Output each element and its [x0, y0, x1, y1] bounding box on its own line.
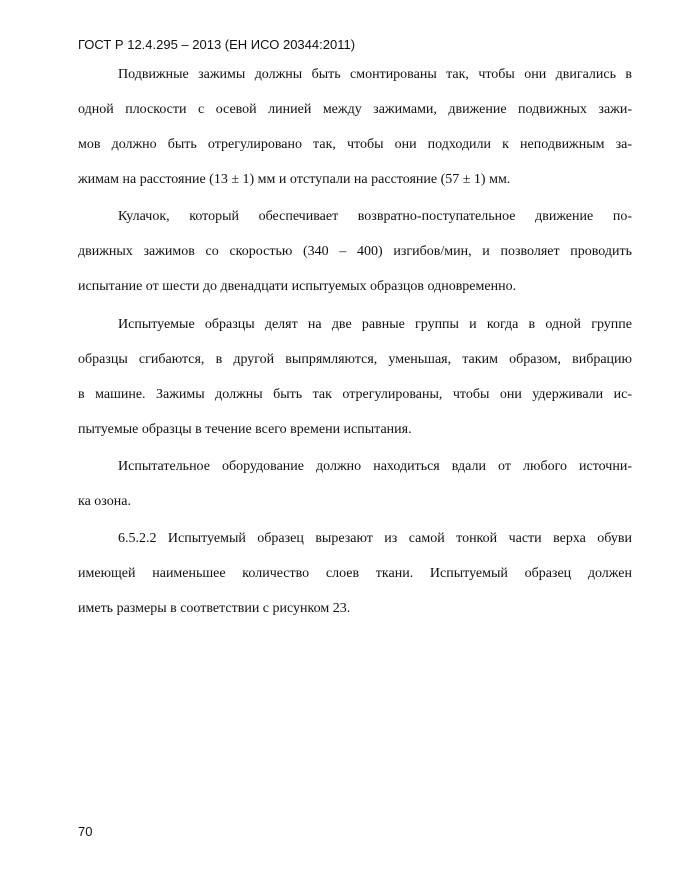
paragraph-2-line-2: движных зажимов со скоростью (340 – 400) изгибов/мин, и позволяет проводить: [78, 244, 632, 259]
paragraph-3-line-4: пытуемые образцы в течение всего времени испытания.: [78, 422, 412, 437]
paragraph-4-line-2: ка озона.: [78, 494, 131, 509]
paragraph-1-line-4: жимам на расстояние (13 ± 1) мм и отступали на расстояние (57 ± 1) мм.: [78, 172, 511, 187]
paragraph-1-line-3: мов должно быть отрегулировано так, чтобы они подходили к неподвижным за-: [78, 137, 632, 152]
paragraph-2-line-1: Кулачок, который обеспечивает возвратно-поступательное движение по-: [118, 209, 632, 224]
paragraph-3-line-1: Испытуемые образцы делят на две равные группы и когда в одной группе: [118, 317, 632, 332]
paragraph-4-line-1: Испытательное оборудование должно находиться вдали от любого источни-: [118, 459, 632, 474]
paragraph-1-line-1: Подвижные зажимы должны быть смонтированы так, чтобы они двигались в: [118, 67, 632, 82]
paragraph-5-line-3: иметь размеры в соответствии с рисунком 23.: [78, 601, 351, 616]
document-header: ГОСТ Р 12.4.295 – 2013 (ЕН ИСО 20344:2011): [78, 37, 356, 52]
paragraph-3-line-2: образцы сгибаются, в другой выпрямляются, уменьшая, таким образом, вибрацию: [78, 352, 632, 367]
paragraph-3-line-3: в машине. Зажимы должны быть так отрегулированы, чтобы они удерживали ис-: [78, 387, 632, 402]
page-number: 70: [78, 824, 93, 839]
paragraph-1-line-2: одной плоскости с осевой линией между зажимами, движение подвижных зажи-: [78, 102, 632, 117]
paragraph-5-line-2: имеющей наименьшее количество слоев ткани. Испытуемый образец должен: [78, 566, 632, 581]
paragraph-2-line-3: испытание от шести до двенадцати испытуемых образцов одновременно.: [78, 279, 517, 294]
paragraph-5-line-1: 6.5.2.2 Испытуемый образец вырезают из самой тонкой части верха обуви: [118, 531, 632, 546]
